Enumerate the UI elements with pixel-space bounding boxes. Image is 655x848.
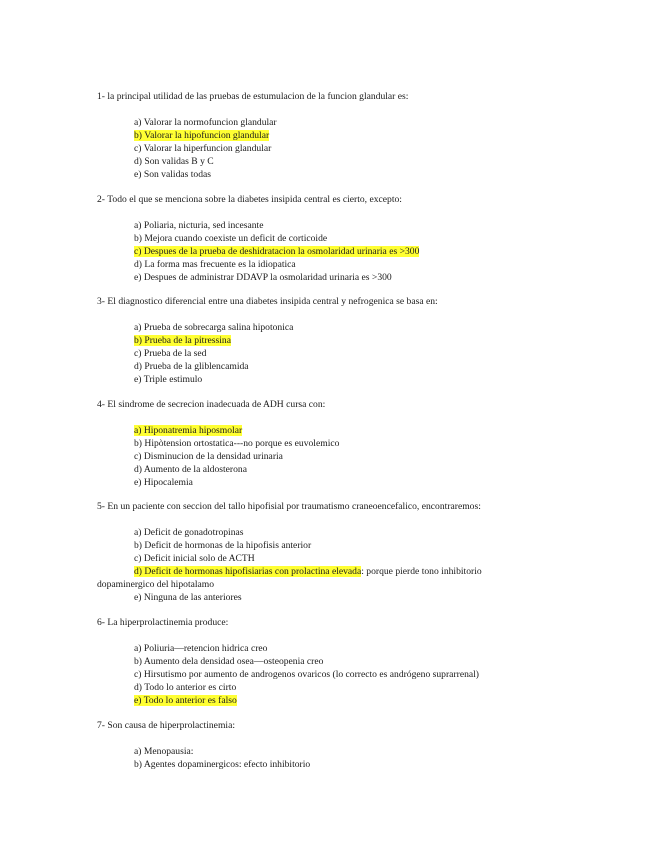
option-a: [134, 642, 637, 655]
option-c: [134, 347, 637, 360]
option-note: : porque pierde tono inhibitorio: [361, 566, 482, 577]
option-list: [134, 116, 637, 181]
option-d: [97, 565, 637, 591]
option-letter: b): [134, 130, 145, 141]
option-a: [134, 424, 637, 437]
question-stem: 6- La hiperprolactinemia produce:: [97, 617, 229, 628]
highlighted-answer: [134, 695, 237, 706]
option-text: Valorar la normofuncion glandular: [143, 117, 277, 128]
option-list: [134, 219, 637, 284]
question-stem: 4- El sindrome de secrecion inadecuada de ADH cursa con:: [97, 399, 326, 410]
option-e: [134, 168, 637, 181]
option-letter: b): [134, 759, 144, 770]
option-a: [134, 321, 637, 334]
highlighted-answer: [134, 425, 242, 436]
option-list: [134, 745, 637, 771]
option-text: Hiponatremia hiposmolar: [143, 425, 243, 436]
option-d: [134, 463, 637, 476]
option-text: Aumento dela densidad osea—osteopenia creo: [143, 656, 324, 667]
question-5: [97, 500, 637, 604]
option-d: [134, 360, 637, 373]
option-letter: b): [134, 438, 145, 449]
question-stem: 7- Son causa de hiperprolactinemia:: [97, 720, 235, 731]
option-letter: d): [134, 682, 145, 693]
option-text: Poliaria, nicturia, sed incesante: [143, 220, 264, 231]
option-d: [134, 155, 637, 168]
option-list: [97, 526, 637, 604]
highlighted-answer: [134, 246, 419, 257]
option-letter: e): [134, 695, 144, 706]
option-text: Todo lo anterior es cirto: [144, 682, 237, 693]
option-letter: a): [134, 425, 144, 436]
option-a: [134, 116, 637, 129]
question-1: [97, 90, 637, 181]
option-letter: c): [134, 348, 144, 359]
question-stem: 1- la principal utilidad de las pruebas de estumulacion de la funcion glandular es:: [97, 91, 409, 102]
option-note-continuation: dopaminergico del hipotalamo: [97, 579, 215, 590]
option-text: Prueba de sobrecarga salina hipotonica: [143, 322, 294, 333]
option-text: Deficit inicial solo de ACTH: [143, 553, 255, 564]
question-stem: 3- El diagnostico diferencial entre una diabetes insipida central y nefrogenica se basa en:: [97, 296, 438, 307]
option-b: [134, 539, 637, 552]
option-letter: e): [134, 169, 144, 180]
option-letter: d): [134, 361, 145, 372]
option-list: [134, 424, 637, 489]
option-text: Prueba de la gliblencamida: [144, 361, 249, 372]
option-e: [134, 373, 637, 386]
option-letter: d): [134, 156, 145, 167]
option-c: [134, 552, 637, 565]
option-letter: a): [134, 643, 144, 654]
option-a: [134, 745, 637, 758]
question-stem: 5- En un paciente con seccion del tallo hipofisial por traumatismo craneoencefalico, encontraremos:: [97, 501, 481, 512]
question-7: [97, 719, 637, 771]
option-text: Despues de administrar DDAVP la osmolaridad urinaria es >300: [143, 272, 392, 283]
option-letter: b): [134, 540, 145, 551]
option-b: [134, 334, 637, 347]
option-text: Deficit de gonadotropinas: [143, 527, 244, 538]
option-letter: a): [134, 322, 144, 333]
option-text: Todo lo anterior es falso: [143, 695, 237, 706]
option-c: [134, 142, 637, 155]
option-letter: a): [134, 527, 144, 538]
option-text: Prueba de la sed: [143, 348, 207, 359]
option-b: [134, 232, 637, 245]
option-letter: a): [134, 117, 144, 128]
option-letter: c): [134, 451, 144, 462]
question-3: [97, 295, 637, 386]
option-letter: b): [134, 233, 145, 244]
highlighted-answer: [134, 130, 269, 141]
option-letter: c): [134, 669, 144, 680]
option-e: [134, 591, 637, 604]
option-c: [134, 450, 637, 463]
option-list: [134, 642, 637, 707]
option-letter: e): [134, 374, 144, 385]
option-letter: c): [134, 143, 144, 154]
option-b: [134, 758, 637, 771]
option-text: Mejora cuando coexiste un deficit de corticoide: [144, 233, 328, 244]
option-letter: b): [134, 335, 145, 346]
question-stem: 2- Todo el que se menciona sobre la diabetes insipida central es cierto, excepto:: [97, 194, 402, 205]
option-c: [134, 668, 637, 681]
option-text: Triple estimulo: [143, 374, 203, 385]
option-d: [134, 681, 637, 694]
option-text: Valorar la hipofuncion glandular: [144, 130, 270, 141]
question-4: [97, 398, 637, 489]
option-b: [134, 129, 637, 142]
option-b: [134, 437, 637, 450]
option-letter: a): [134, 220, 144, 231]
option-text: La forma mas frecuente es la idiopatica: [144, 259, 296, 270]
option-text: Valorar la hiperfuncion glandular: [143, 143, 272, 154]
option-e: [134, 694, 637, 707]
highlighted-answer: [134, 335, 231, 346]
option-a: [134, 219, 637, 232]
option-c: [134, 245, 637, 258]
option-letter: e): [134, 592, 144, 603]
option-text: Hirsutismo por aumento de androgenos ovaricos (lo correcto es andrógeno suprarrenal): [143, 669, 479, 680]
question-2: [97, 193, 637, 284]
option-text: Hipòtension ortostatica---no porque es euvolemico: [144, 438, 340, 449]
option-text: Ninguna de las anteriores: [143, 592, 242, 603]
highlighted-answer: [134, 566, 361, 577]
option-text: Son validas todas: [143, 169, 212, 180]
option-letter: a): [134, 746, 144, 757]
option-b: [134, 655, 637, 668]
option-text: Prueba de la pitressina: [144, 335, 231, 346]
option-text: Son validas B y C: [144, 156, 214, 167]
option-text: Deficit de hormonas hipofisiarias con prolactina elevada: [144, 566, 362, 577]
option-text: Menopausia:: [143, 746, 194, 757]
question-6: [97, 616, 637, 707]
option-text: Poliuria—retencion hidrica creo: [143, 643, 268, 654]
option-letter: d): [134, 566, 145, 577]
option-e: [134, 271, 637, 284]
option-text: Agentes dopaminergicos: efecto inhibitorio: [143, 759, 311, 770]
option-letter: b): [134, 656, 144, 667]
option-d: [134, 258, 637, 271]
option-letter: e): [134, 477, 144, 488]
option-text: Despues de la prueba de deshidratacion la osmolaridad urinaria es >300: [143, 246, 420, 257]
option-list: [134, 321, 637, 386]
option-letter: c): [134, 553, 144, 564]
option-text: Disminucion de la densidad urinaria: [143, 451, 283, 462]
option-letter: d): [134, 259, 145, 270]
option-letter: d): [134, 464, 144, 475]
option-letter: c): [134, 246, 144, 257]
option-text: Aumento de la aldosterona: [143, 464, 247, 475]
option-e: [134, 476, 637, 489]
option-text: Deficit de hormonas de la hipofisis anterior: [144, 540, 312, 551]
option-a: [134, 526, 637, 539]
option-letter: e): [134, 272, 144, 283]
option-text: Hipocalemia: [143, 477, 193, 488]
